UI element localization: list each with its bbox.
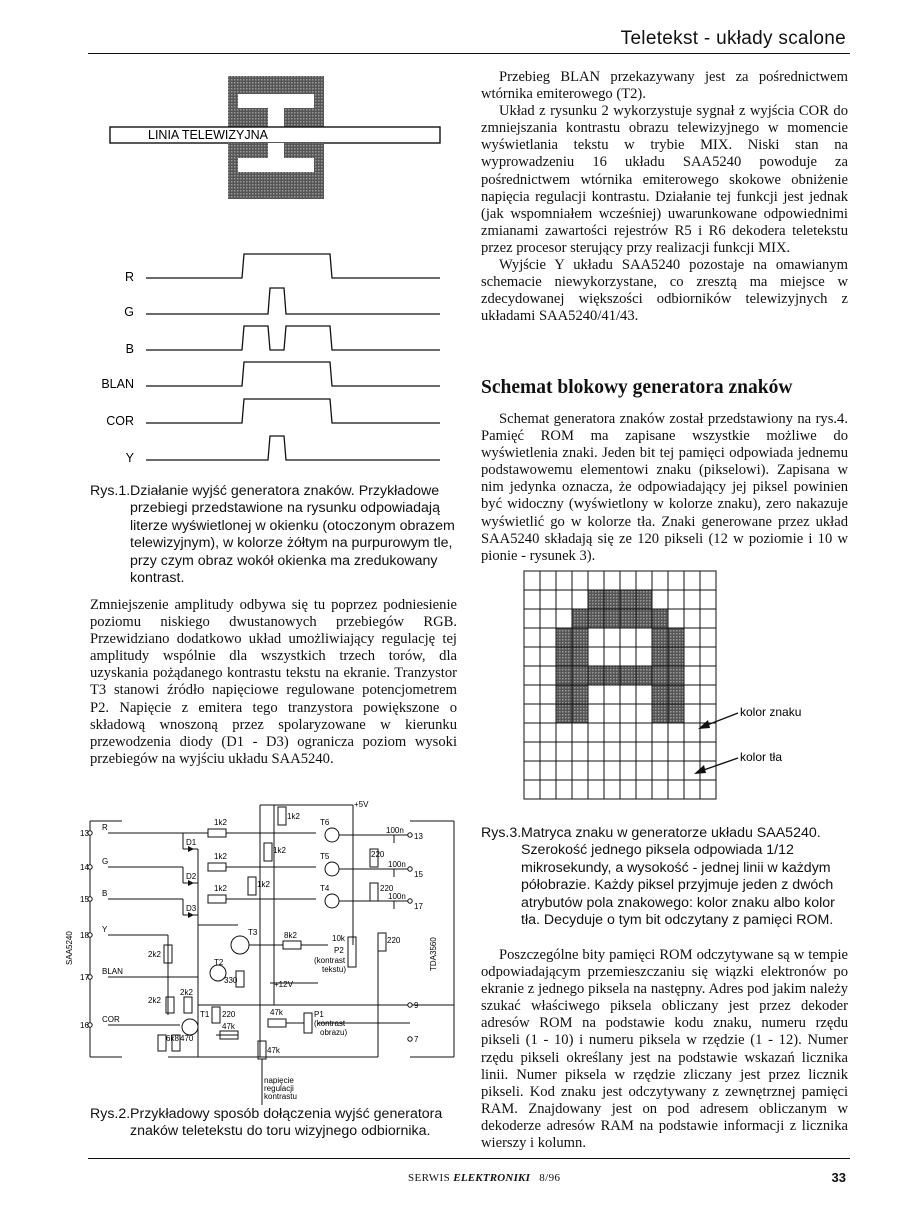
pixel-bg	[684, 761, 700, 780]
fig2-vplus: +5V	[354, 800, 369, 809]
pixel-bg	[556, 742, 572, 761]
pixel-bg	[588, 723, 604, 742]
pixel-bg	[524, 628, 540, 647]
svg-text:220: 220	[222, 1010, 236, 1019]
pixel-char	[668, 704, 684, 723]
pixel-bg	[636, 742, 652, 761]
paragraph: Przebieg BLAN przekazywany jest za pośrednictwem wtórnika emiterowego (T2).	[481, 69, 848, 103]
svg-text:T5: T5	[320, 852, 330, 861]
matrix-cells	[524, 571, 716, 799]
pixel-char	[620, 666, 636, 685]
svg-text:100n: 100n	[388, 860, 406, 869]
pixel-bg	[588, 704, 604, 723]
pixel-char	[572, 628, 588, 647]
pixel-bg	[684, 628, 700, 647]
pixel-bg	[684, 647, 700, 666]
svg-text:T3: T3	[248, 928, 258, 937]
page-number: 33	[831, 1170, 846, 1185]
pixel-char	[556, 647, 572, 666]
pixel-char	[572, 609, 588, 628]
header-rule	[88, 53, 850, 54]
figure-2-caption	[90, 1106, 460, 1141]
pixel-char	[668, 685, 684, 704]
pixel-bg	[684, 590, 700, 609]
waveform-y	[146, 436, 440, 460]
svg-text:D2: D2	[186, 872, 197, 881]
figure-2-caption-label: Rys.2.	[90, 1106, 131, 1122]
pixel-bg	[524, 590, 540, 609]
pixel-bg	[556, 609, 572, 628]
svg-text:2k2: 2k2	[148, 996, 161, 1005]
signal-label-cor: COR	[106, 414, 134, 428]
pixel-bg	[556, 723, 572, 742]
pixel-bg	[556, 761, 572, 780]
pixel-char	[588, 666, 604, 685]
pixel-bg	[620, 742, 636, 761]
ic-label-tda3560: TDA3560	[429, 937, 438, 971]
pixel-bg	[588, 628, 604, 647]
svg-text:obrazu): obrazu)	[320, 1028, 348, 1037]
svg-text:1k2: 1k2	[214, 852, 227, 861]
pixel-bg	[524, 780, 540, 799]
pixel-bg	[604, 723, 620, 742]
pixel-bg	[636, 571, 652, 590]
svg-text:R: R	[102, 823, 108, 832]
figure-1-caption-label: Rys.1.	[90, 483, 131, 499]
signal-label-y: Y	[125, 451, 134, 465]
pixel-bg	[556, 590, 572, 609]
svg-text:1k2: 1k2	[287, 812, 300, 821]
pixel-bg	[524, 609, 540, 628]
pixel-bg	[620, 647, 636, 666]
pixel-bg	[620, 780, 636, 799]
pixel-char	[572, 704, 588, 723]
pixel-bg	[588, 647, 604, 666]
figure-2-circuit	[65, 795, 460, 1107]
pixel-bg	[588, 742, 604, 761]
right-body-text-bottom: Poszczególne bity pamięci ROM odczytywane są w tempie odpowiadającym przemieszczaniu się wiązki elektronów po ekranie z jednego piksela na następny. Adres pod jakim należy szukać właściwego piksela obliczany jest przez dekoder adresów ROM na podstawie kodu znaku, numeru rzędu pikseli (1 - 10) i numeru piksela w rzędzie (1 - 12). Numer rzędu pikseli określany jest na podstawie wskazań licznika linii. Numer piksela w rzędzie zliczany jest przez licznik pikseli. Kod znaku jest odczytywany z zewnętrznej pamięci RAM. Znajdowany jest on pod adresem obliczanym w dekoderze adresów RAM na podstawie informacji z licznika wierszy i kolumn.	[481, 947, 848, 1152]
svg-text:47k: 47k	[222, 1022, 235, 1031]
pixel-bg	[700, 609, 716, 628]
pixel-char	[604, 666, 620, 685]
right-body-text-top	[481, 69, 848, 325]
pixel-bg	[700, 666, 716, 685]
figure-3-caption-text: Matryca znaku w generatorze układu SAA5240. Szerokość jednego piksela odpowiada 1/12 mikrosekundy, a wysokość - jednej linii w każdym półobrazie. Każdy piksel przyjmuje jeden z dwóch atrybutów pola znakowego: kolor znaku albo kolor tła. Decyduje o tym bit odczytany z pamięci ROM.	[521, 825, 835, 929]
svg-text:napięcie: napięcie	[264, 1076, 294, 1085]
svg-text:7: 7	[414, 1035, 419, 1044]
svg-text:1k2: 1k2	[273, 846, 286, 855]
pixel-bg	[572, 571, 588, 590]
pixel-char	[652, 609, 668, 628]
section-heading: Schemat blokowy generatora znaków	[481, 377, 793, 398]
svg-text:D3: D3	[186, 904, 197, 913]
svg-text:220: 220	[387, 936, 401, 945]
svg-text:Y: Y	[102, 925, 108, 934]
waveform-r	[146, 254, 440, 278]
pixel-bg	[572, 761, 588, 780]
pixel-bg	[540, 628, 556, 647]
pixel-char	[636, 590, 652, 609]
pixel-bg	[524, 704, 540, 723]
waveform-b	[146, 326, 440, 350]
svg-text:100n: 100n	[386, 826, 404, 835]
pixel-bg	[540, 704, 556, 723]
pixel-char	[652, 704, 668, 723]
pixel-bg	[668, 590, 684, 609]
pixel-bg	[652, 590, 668, 609]
pixel-bg	[620, 571, 636, 590]
pixel-bg	[540, 742, 556, 761]
pixel-char	[556, 704, 572, 723]
signal-label-r: R	[124, 270, 134, 284]
pixel-bg	[524, 723, 540, 742]
pixel-bg	[700, 742, 716, 761]
signal-label-g: G	[124, 305, 134, 319]
pixel-bg	[540, 780, 556, 799]
figure-3-matrix	[520, 570, 820, 810]
svg-text:T1: T1	[200, 1010, 210, 1019]
pixel-bg	[604, 761, 620, 780]
footer-publication	[408, 1172, 560, 1184]
pixel-bg	[604, 685, 620, 704]
ic-label-saa5240: SAA5240	[65, 931, 74, 965]
pixel-bg	[636, 704, 652, 723]
paragraph: Układ z rysunku 2 wykorzystuje sygnał z wyjścia COR do zmniejszania kontrastu obrazu telewizyjnego w momencie wyświetlania tekstu w trybie MIX. Niski stan na wyprowadzeniu 16 układu SAA5240 powoduje za pośrednictwem wtórnika emiterowego skokowe obniżenie napięcia regulacji kontrastu. Działanie tej funkcji jest jednak (jak wspomniałem wcześniej) uwarunkowane odpowiednimi zmianami zawartości rejestrów R5 i R6 dekodera teletekstu przez procesor sterujący przy realizacji funkcji MIX.	[481, 103, 848, 256]
pixel-bg	[524, 685, 540, 704]
pixel-bg	[524, 742, 540, 761]
svg-text:9: 9	[414, 1001, 419, 1010]
pixel-bg	[572, 590, 588, 609]
pixel-bg	[636, 628, 652, 647]
svg-text:G: G	[102, 857, 109, 866]
pixel-bg	[540, 571, 556, 590]
pixel-bg	[540, 647, 556, 666]
svg-text:47k: 47k	[270, 1008, 283, 1017]
svg-text:13: 13	[80, 829, 89, 838]
pixel-char	[572, 666, 588, 685]
svg-text:15: 15	[80, 895, 89, 904]
pixel-bg	[636, 780, 652, 799]
svg-text:P1: P1	[314, 1010, 324, 1019]
pixel-bg	[684, 704, 700, 723]
pixel-bg	[684, 609, 700, 628]
svg-text:1k2: 1k2	[214, 818, 227, 827]
svg-text:BLAN: BLAN	[102, 967, 123, 976]
pixel-bg	[668, 780, 684, 799]
waveform-g	[146, 288, 440, 314]
pixel-bg	[700, 628, 716, 647]
pixel-char	[588, 590, 604, 609]
figure-1-diagram	[90, 70, 450, 480]
pixel-bg	[620, 761, 636, 780]
svg-text:1k2: 1k2	[257, 880, 270, 889]
pixel-bg	[540, 590, 556, 609]
pixel-char	[556, 685, 572, 704]
pixel-bg	[636, 685, 652, 704]
pixel-bg	[524, 647, 540, 666]
pixel-bg	[604, 628, 620, 647]
pixel-bg	[524, 666, 540, 685]
label-kolor-tla: kolor tła	[740, 750, 783, 764]
signal-label-blan: BLAN	[101, 377, 134, 391]
svg-text:18: 18	[80, 931, 89, 940]
section-body-text: Schemat generatora znaków został przedstawiony na rys.4. Pamięć ROM ma zapisane wszystkie możliwe do wyświetlenia znaki. Jeden bit tej pamięci odpowiada jednemu podstawowemu elementowi znaku (pikselowi). Zapisana w nim jedynka oznacza, że odpowiadający jej piksel powinien być widoczny (wyświetlony w kolorze znaku), zero nakazuje wyświetlić go w kolorze tła. Znaki generowane przez układ SAA5240 składają się ze 120 pikseli (12 w poziomie i 10 w pionie - rysunek 3).	[481, 411, 848, 564]
svg-text:D1: D1	[186, 838, 197, 847]
pixel-bg	[556, 780, 572, 799]
svg-text:330: 330	[224, 976, 238, 985]
pixel-bg	[636, 761, 652, 780]
pixel-bg	[540, 685, 556, 704]
pixel-bg	[700, 647, 716, 666]
svg-text:10k: 10k	[332, 934, 345, 943]
pixel-char	[556, 666, 572, 685]
svg-text:T6: T6	[320, 818, 330, 827]
pixel-bg	[620, 685, 636, 704]
pixel-bg	[684, 780, 700, 799]
svg-text:regulacji: regulacji	[264, 1084, 294, 1093]
svg-text:T4: T4	[320, 884, 330, 893]
pixel-bg	[588, 571, 604, 590]
figure-2-caption-text: Przykładowy sposób dołączenia wyjść generatora znaków teletekstu do toru wizyjnego odbiornika.	[130, 1106, 443, 1140]
pixel-bg	[540, 666, 556, 685]
svg-text:13: 13	[414, 832, 423, 841]
pixel-bg	[588, 685, 604, 704]
pixel-bg	[684, 571, 700, 590]
svg-text:kontrastu: kontrastu	[264, 1092, 297, 1101]
svg-text:2k2: 2k2	[180, 988, 193, 997]
pixel-char	[668, 666, 684, 685]
pixel-bg	[700, 590, 716, 609]
pixel-bg	[652, 571, 668, 590]
label-kolor-znaku: kolor znaku	[740, 705, 802, 719]
pixel-char	[652, 647, 668, 666]
svg-text:8k2: 8k2	[284, 931, 297, 940]
pixel-bg	[636, 723, 652, 742]
pixel-bg	[668, 609, 684, 628]
waveform-cor	[146, 399, 440, 423]
svg-text:220: 220	[371, 850, 385, 859]
pixel-char	[652, 666, 668, 685]
footer-name: ELEKTRONIKI	[453, 1172, 531, 1184]
pixel-bg	[604, 780, 620, 799]
pixel-bg	[700, 685, 716, 704]
svg-text:+12V: +12V	[274, 980, 293, 989]
pixel-bg	[652, 742, 668, 761]
pixel-bg	[604, 742, 620, 761]
pixel-char	[636, 666, 652, 685]
pixel-bg	[540, 609, 556, 628]
svg-text:COR: COR	[102, 1015, 120, 1024]
pixel-char	[668, 647, 684, 666]
svg-text:17: 17	[80, 973, 89, 982]
pixel-bg	[604, 704, 620, 723]
waveform-blan	[146, 362, 440, 386]
pixel-bg	[684, 666, 700, 685]
pixel-bg	[524, 761, 540, 780]
pixel-bg	[540, 761, 556, 780]
paragraph: Wyjście Y układu SAA5240 pozostaje na omawianym schemacie niewykorzystane, co zresztą ma miejsce w zdecydowanej większości odbiorników telewizyjnych z układami SAA5240/41/43.	[481, 257, 848, 325]
pixel-bg	[572, 780, 588, 799]
signal-label-b: B	[125, 342, 134, 356]
figure-1-caption	[90, 483, 458, 587]
page-header-title: Teletekst - układy scalone	[620, 28, 846, 49]
pixel-bg	[572, 742, 588, 761]
svg-text:(kontrast: (kontrast	[314, 956, 346, 965]
pixel-bg	[540, 723, 556, 742]
pixel-char	[620, 590, 636, 609]
svg-text:T2: T2	[214, 958, 224, 967]
pixel-char	[668, 628, 684, 647]
pixel-bg	[604, 571, 620, 590]
pixel-bg	[652, 723, 668, 742]
pixel-char	[620, 609, 636, 628]
footer-rule	[88, 1158, 850, 1159]
pixel-char	[652, 685, 668, 704]
svg-text:P2: P2	[334, 946, 344, 955]
figure-3-caption-label: Rys.3.	[481, 825, 522, 841]
svg-text:16: 16	[80, 1021, 89, 1030]
svg-text:17: 17	[414, 902, 423, 911]
pixel-char	[572, 685, 588, 704]
pixel-bg	[604, 647, 620, 666]
svg-text:tekstu): tekstu)	[322, 965, 347, 974]
footer-issue: 8/96	[539, 1172, 561, 1184]
svg-text:100n: 100n	[388, 892, 406, 901]
pixel-bg	[588, 780, 604, 799]
svg-text:B: B	[102, 889, 108, 898]
pixel-bg	[668, 742, 684, 761]
pixel-bg	[620, 628, 636, 647]
pixel-bg	[684, 742, 700, 761]
pixel-char	[604, 609, 620, 628]
pixel-bg	[668, 571, 684, 590]
pixel-bg	[524, 571, 540, 590]
left-body-text: Zmniejszenie amplitudy odbywa się tu poprzez podniesienie poziomu niskiego dwustanowych przebiegów RGB. Przewidziano dodatkowo układ umożliwiający regulację tej amplitudy wspólnie dla wszystkich trzech torów, dla uzyskania pożądanego kontrastu tekstu na ekranie. Tranzystor T3 stanowi źródło napięciowe regulowane potencjometrem P2. Napięcie z emitera tego tranzystora powiększone o składową wnoszoną przez spolaryzowane w kierunku przewodzenia diody (D1 - D3) ogranicza poziom wysoki przebiegów na wyjściu układu SAA5240.	[90, 597, 457, 767]
pixel-bg	[652, 780, 668, 799]
pixel-bg	[572, 723, 588, 742]
svg-text:47k: 47k	[267, 1046, 280, 1055]
pixel-bg	[700, 780, 716, 799]
pixel-bg	[620, 723, 636, 742]
pixel-bg	[636, 647, 652, 666]
pixel-char	[636, 609, 652, 628]
svg-text:15: 15	[414, 870, 423, 879]
tv-line-label: LINIA TELEWIZYJNA	[148, 128, 268, 142]
figure-3-caption	[481, 825, 851, 929]
pixel-char	[604, 590, 620, 609]
pixel-bg	[652, 761, 668, 780]
svg-text:470: 470	[180, 1034, 194, 1043]
pixel-bg	[700, 571, 716, 590]
pixel-char	[556, 628, 572, 647]
svg-text:1k2: 1k2	[214, 884, 227, 893]
figure-1-caption-text: Działanie wyjść generatora znaków. Przykładowe przebiegi przedstawione na rysunku odpowiadają literze wyświetlonej w okienku (otoczonym obrazem telewizyjnym), w kolorze żółtym na purpurowym tle, przy czym obraz wokół okienka ma zredukowany kontrast.	[130, 483, 455, 587]
pixel-bg	[684, 723, 700, 742]
pixel-bg	[668, 761, 684, 780]
pixel-char	[572, 647, 588, 666]
pixel-bg	[556, 571, 572, 590]
footer-prefix: SERWIS	[408, 1172, 451, 1184]
svg-text:14: 14	[80, 863, 89, 872]
pixel-bg	[620, 704, 636, 723]
pixel-bg	[588, 761, 604, 780]
svg-text:(kontrast: (kontrast	[314, 1019, 346, 1028]
pixel-bg	[668, 723, 684, 742]
pixel-bg	[684, 685, 700, 704]
pixel-char	[652, 628, 668, 647]
svg-text:2k2: 2k2	[148, 950, 161, 959]
pixel-char	[588, 609, 604, 628]
svg-text:220: 220	[380, 884, 394, 893]
svg-text:6k8: 6k8	[166, 1034, 179, 1043]
